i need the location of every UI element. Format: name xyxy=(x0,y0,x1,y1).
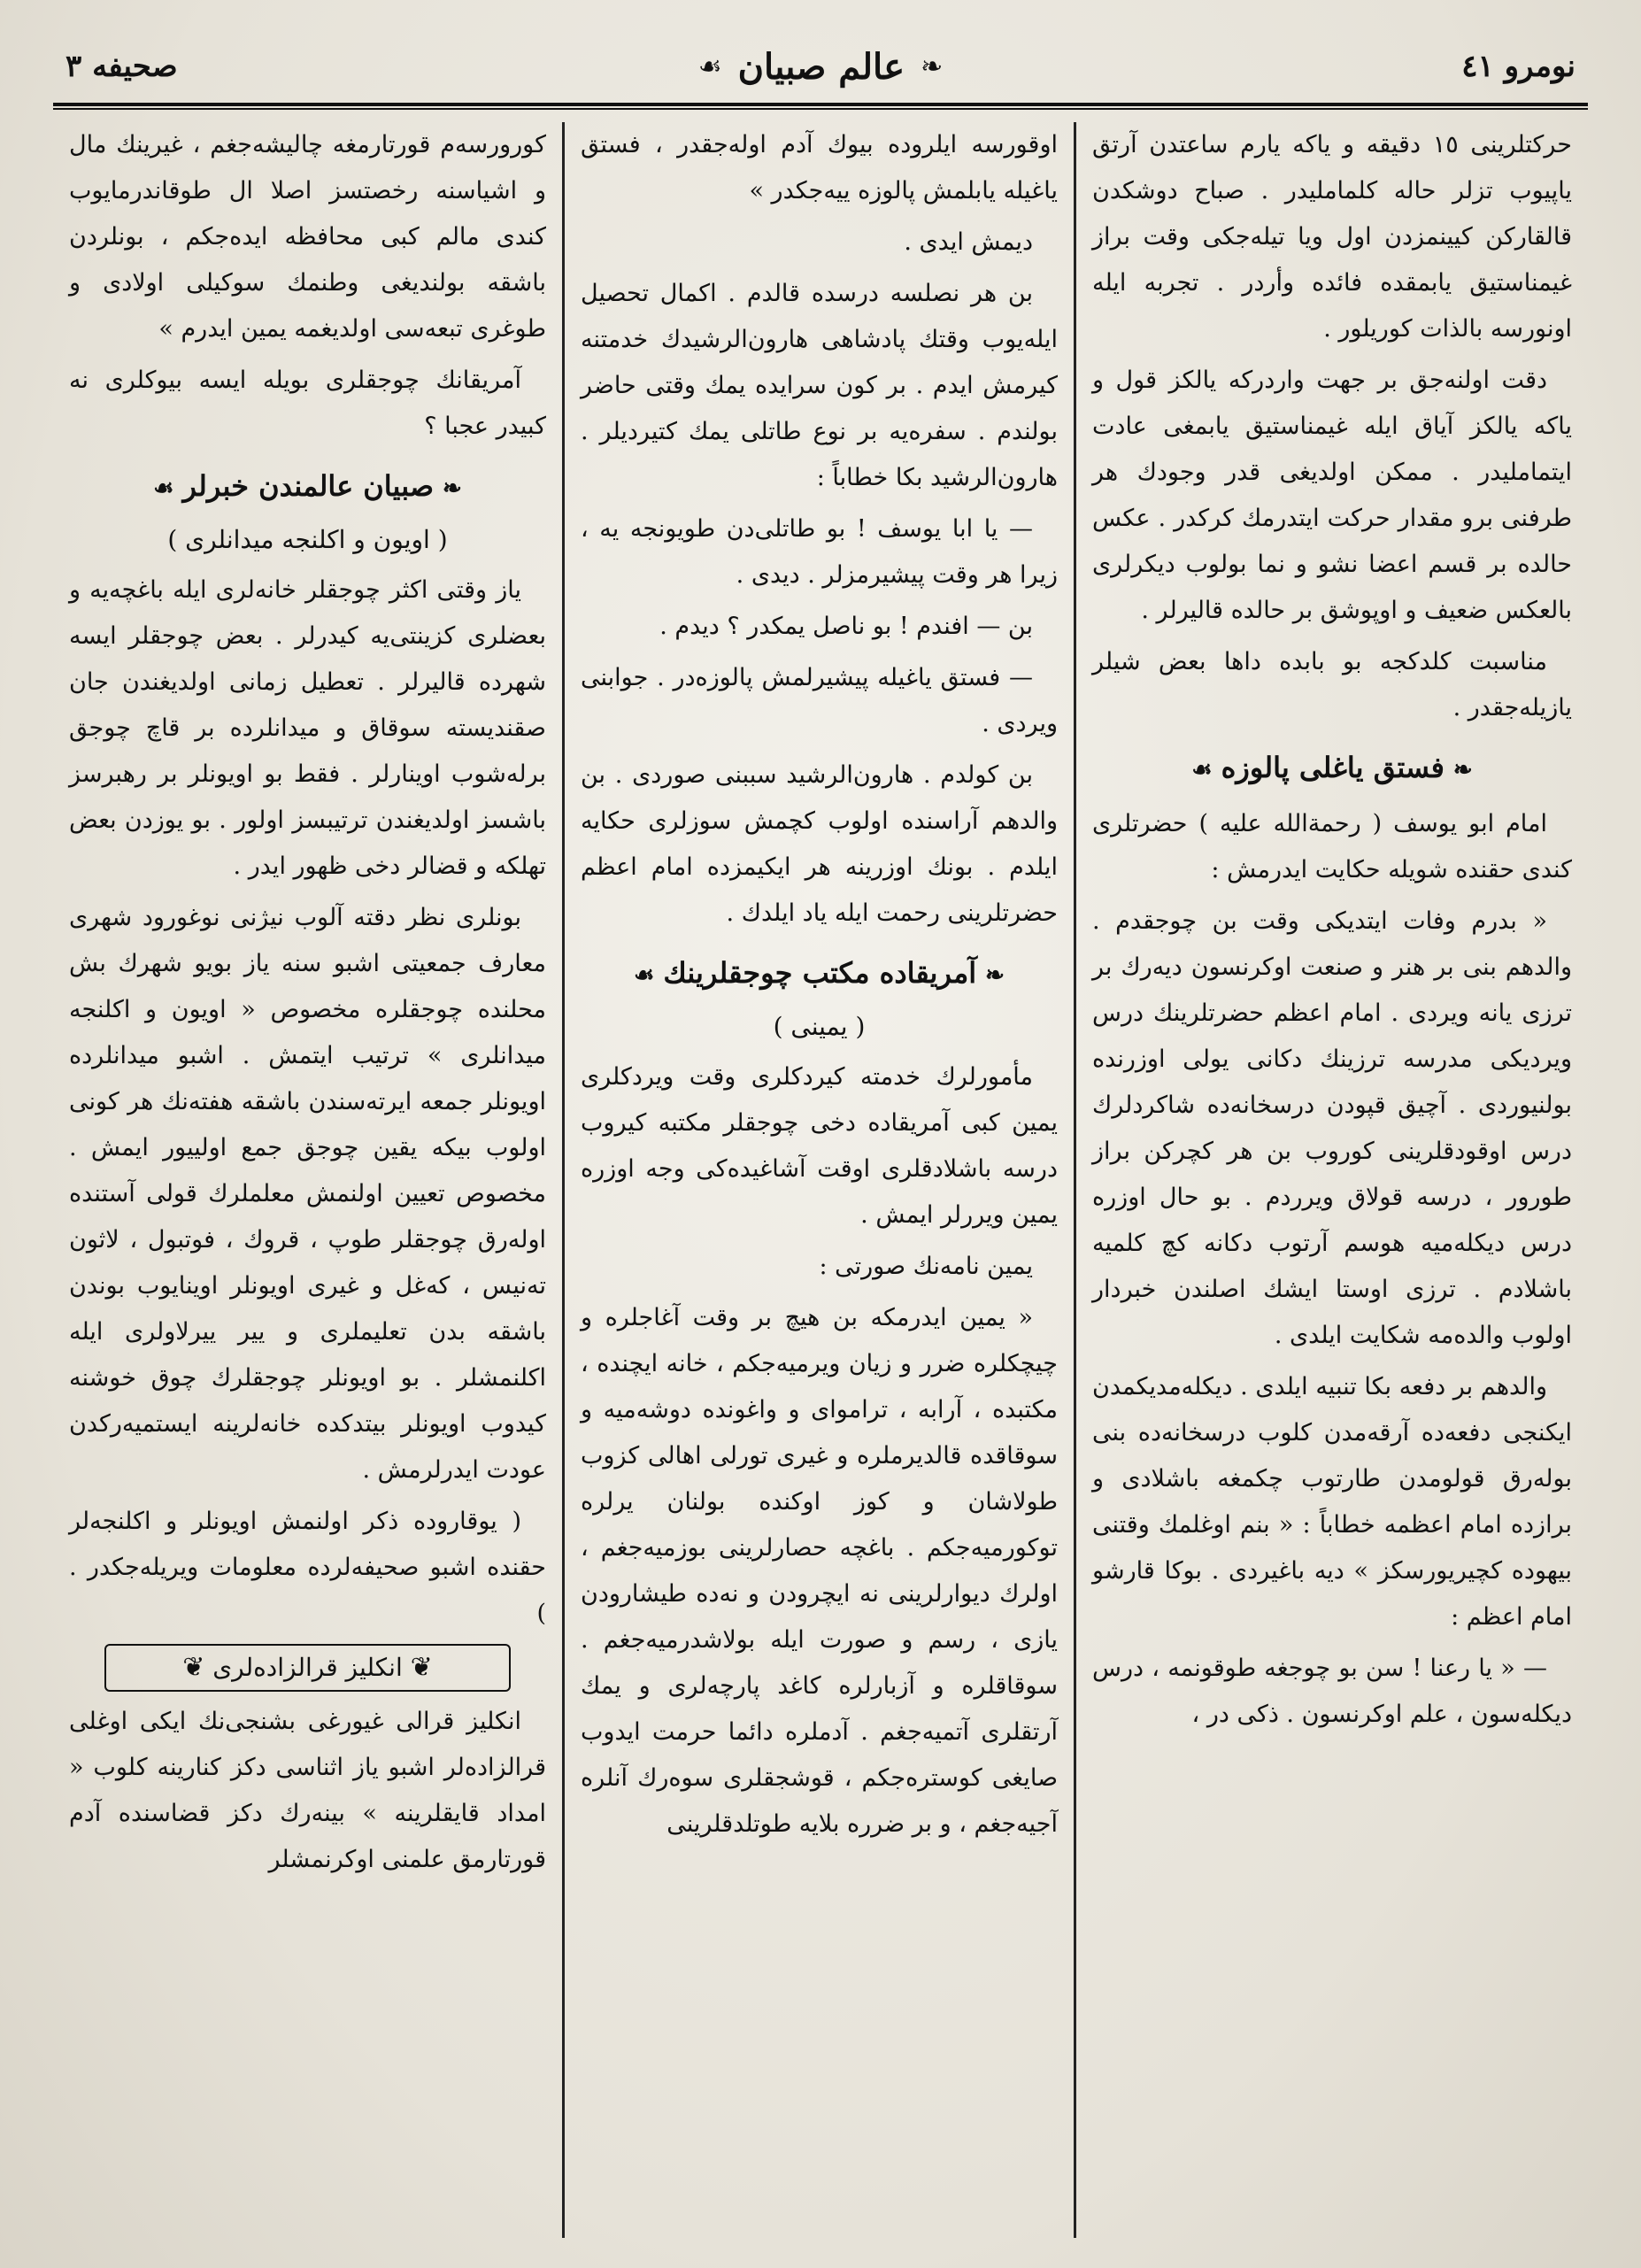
story-paragraph: بن هر نصلسه درسده قالدم . اكمال تحصيل ايله‌يوب وقتك پادشاهی هارون‌الرشيدك خدمتنه كيرمش ايدم . بر كون سرايده يمك وقتی حاضر بولندم . سفره‌يه بر نوع طاتلی يمك كتيرديلر . هارون‌الرشيد بكا خطاباً : xyxy=(581,280,1058,491)
ornament-icon: ☙ xyxy=(153,475,174,502)
story-paragraph: امام ابو يوسف ( رحمةالله عليه ) حضرتلری كندی حقنده شويله حكايت ايدرمش : xyxy=(1092,810,1572,883)
news-heading xyxy=(69,462,546,513)
masthead xyxy=(53,35,1588,97)
masthead-rule xyxy=(53,103,1588,106)
story-paragraph: اوقورسه ايلروده بيوك آدم اوله‌جقدر ، فستق ياغيله يابلمش پالوزه ييه‌جكدر » xyxy=(581,131,1058,204)
article-paragraph: مأمورلرك خدمته كيردكلری وقت ويردكلری يمين كبی آمريقاده دخی چوجقلر مكتبه كيروب درسه باشلادقلری اوقت آشاغيده‌كی وجه اوزره يمين ويررلر ايمش . xyxy=(581,1063,1058,1229)
newspaper-title: عالم صبيان xyxy=(737,45,905,88)
ornament-icon: ☙ xyxy=(634,962,655,989)
masthead-rule-thin xyxy=(53,108,1588,110)
news-subtitle: ( اويون و اكلنجه ميدانلری ) xyxy=(167,525,448,554)
article-paragraph: آمريقانك چوجقلری بويله ايسه بيوكلری نه كبيدر عجبا ؟ xyxy=(69,366,546,440)
story-paragraph: بن — افندم ! بو ناصل يمكدر ؟ ديدم . xyxy=(659,613,1033,640)
page-number: صحيفه ٣ xyxy=(65,49,178,84)
article-paragraph: مناسبت كلدكجه بو بابده داها بعض شيلر يازيله‌جقدر . xyxy=(1092,648,1572,721)
column-left xyxy=(53,122,565,2238)
ornament-icon: ❧ xyxy=(921,50,944,82)
article-paragraph: « يمين ايدرمكه بن هيچ بر وقت آغاجلره و چيچكلره ضرر و زيان ويرميه‌جكم ، خانه ايچنده ، مكتبده ، آرابه ، ترامواى و واغونده دوشه‌ميه و سوقاقده قالديرملره و غيری تورلی اهالی كزوب طولاشان و كوز اوكنده بولنان يرلره توكورميه‌جكم . باغچه حصارلرينی بوزميه‌جغم ، اولرك ديوارلرينی نه ايچرودن و نه‌ده طيشارودن يازی ، رسم و صورت ايله بولاشدرميه‌جغم . سوقاقلره و آزبارلره كاغد پارچه‌لری و يمك آرتقلری آتميه‌جغم . آدملره دائما حرمت ايدوب صايغی كوستره‌جكم ، قوشجقلری سوه‌رك آنلره آجيه‌جغم ، و بر ضرره بلايه طوتلدقلرينی xyxy=(581,1304,1058,1838)
school-title: آمريقاده مكتب چوجقلرينك xyxy=(663,956,977,990)
school-heading xyxy=(581,949,1058,999)
story-paragraph: « بدرم وفات ايتديكی وقت بن چوجقدم . والدهم بنی بر هنر و صنعت اوكرنسون ديه‌رك بر ترزی يانه ويردی . امام اعظم حضرتلرينك درس ويرديكی مدرسه ترزينك دكانی يولی اوزرنده بولنيوردی . آچيق قپودن درسخانه‌ده شاكردلرك درس اوقودقلرينی كوروب بن هر كچركن براز طورور ، درسه قولاق ويرردم . بو حال اوزره درس ديكله‌ميه هوسم آرتوب دكانه كچ كلميه باشلادم . ترزی اوستا ايشك اصلندن خبردار اولوب والده‌مه شكايت ايلدی . xyxy=(1092,907,1572,1349)
column-right xyxy=(1076,122,1588,2238)
story-paragraph: — فستق ياغيله پيشيرلمش پالوزه‌در . جوابنی ويردی . xyxy=(581,664,1058,737)
article-paragraph: انكليز قرالی غيورغی بشنجی‌نك ايكی اوغلی قرالزاده‌لر اشبو ياز اثناسی دكز كنارينه كلوب « امداد قايقلرينه » بينه‌رك دكز قضاسنده آدم قورتارمق علمنی اوكرنمشلر xyxy=(69,1708,546,1873)
story-paragraph: والدهم بر دفعه بكا تنبيه ايلدی . ديكله‌مديكمدن ايكنجی دفعه‌ده آرقه‌مدن كلوب درسخانه‌ده بنی بوله‌رق قولومدن طارتوب چكمغه باشلادی و برازده امام اعظمه خطاباً : « بنم اوغلمك وقتنی بيهوده كچيريورسكز » ديه باغيردی . بوكا قارشو امام اعظم : xyxy=(1092,1373,1572,1631)
ornament-icon: ❦ xyxy=(410,1652,433,1683)
ornament-icon: ☙ xyxy=(1191,757,1213,783)
columns xyxy=(53,122,1588,2238)
column-middle xyxy=(565,122,1076,2238)
story-paragraph: — « يا رعنا ! سن بو چوجغه طوقونمه ، درس ديكله‌سون ، علم اوكرنسون . ذكی در ، xyxy=(1092,1655,1572,1728)
princes-heading xyxy=(104,1644,511,1692)
article-paragraph: ياز وقتی اكثر چوجقلر خانه‌لری ايله باغچه‌يه و بعضلری كزينتی‌يه كيدرلر . بعض چوجقلر ايسه شهرده قاليرلر . تعطيل زمانی اولديغندن جان صقنديسته سوقاق و ميدانلرده بر قاچ چوجق برله‌شوب اوينارلر . فقط بو اويونلر بر رهبرسز باشسز اولديغندن ترتيبسز اولور . بو يوزدن بعض تهلكه و قضالر دخی ظهور ايدر . xyxy=(69,576,546,880)
story-heading xyxy=(1092,744,1572,794)
school-subtitle: ( يمينی ) xyxy=(773,1012,866,1041)
story-paragraph: ديمش ايدی . xyxy=(904,228,1033,256)
article-paragraph: ( يوقاروده ذكر اولنمش اويونلر و اكلنجه‌لر حقنده اشبو صحيفه‌لرده معلومات ويريله‌جكدر . ) xyxy=(69,1508,546,1627)
story-title: فستق ياغلی پالوزه xyxy=(1221,751,1445,784)
princes-title: انكليز قرالزاده‌لری xyxy=(212,1653,403,1682)
ornament-icon: ☙ xyxy=(697,50,722,82)
article-paragraph: حركتلرينی ١٥ دقيقه و ياكه يارم ساعتدن آرتق ياپيوب تزلر حاله كلمامليدر . صباح دوشكدن قالقاركن كيينمزدن اول ويا تيله‌جكی وقت براز غيمناستيق يابمقده فائده وأردر . تجربه ايله اونورسه بالذات كوريلور . xyxy=(1092,131,1572,343)
story-paragraph: — يا ابا يوسف ! بو طاتلی‌دن طويونجه يه ، زيرا هر وقت پيشيرمزلر . ديدی . xyxy=(581,515,1058,589)
ornament-icon: ❦ xyxy=(182,1652,205,1683)
masthead-title-block xyxy=(698,46,944,88)
article-paragraph: يمين نامه‌نك صورتی : xyxy=(819,1253,1033,1280)
ornament-icon: ❧ xyxy=(443,475,462,502)
ornament-icon: ❧ xyxy=(985,962,1005,989)
article-paragraph: دقت اولنه‌جق بر جهت واردركه يالكز قول و ياكه يالكز آياق ايله غيمناستيق يابمغی عادت ايتماملیدر . ممكن اولديغی قدر وجودك هر طرفنی برو مقدار حركت ايتدرمك كركدر . عكس حالده بر قسم اعضا نشو و نما بولوب ديكرلری بالعكس ضعيف و اوپوشق بر حالده قاليرلر . xyxy=(1092,366,1572,624)
article-paragraph: بونلری نظر دقته آلوب نيژنی نوغورود شهری معارف جمعيتی اشبو سنه ياز بويو شهرك بش محلنده چوجقلره مخصوص « اويون و اكلنجه ميدانلری » ترتيب ايتمش . اشبو ميدانلرده اويونلر جمعه ايرته‌سندن باشقه هفته‌نك هر كونی اولوب بيكه يقين چوجق جمع اولييور ايمش . مخصوص تعيين اولنمش معلملرك قولی آستنده اوله‌رق چوجقلر طوپ ، قروك ، فوتبول ، لاثون تەنيس ، كه‌غل و غيری اويونلر اوينايوب بوندن باشقه بدن تعليملری و يير ييرلاولری ايله اكلنمشلر . بو اويونلر چوجقلرك چوق خوشنه كيدوب اويونلر بيتدكده خانه‌لرينه ايستميه‌ركدن عودت ايدرلرمش . xyxy=(69,904,546,1484)
story-paragraph: بن كولدم . هارون‌الرشيد سببنی صوردی . بن والدهم آراسنده اولوب كچمش سوزلری حكايه ايلدم . بونك اوزرينه هر ايكيمزده امام اعظم حضرتلرينی رحمت ايله ياد ايلدك . xyxy=(581,761,1058,927)
ornament-icon: ❧ xyxy=(1452,757,1473,783)
issue-number: نومرو ٤١ xyxy=(1461,49,1576,84)
news-title: صبيان عالمندن خبرلر xyxy=(182,469,435,503)
article-paragraph: كورورسه‌م قورتارمغه چاليشه‌جغم ، غيرينك مال و اشياسنه رخصتسز اصلا ال طوقاندرمايوب كندی مالم كبی محافظه ايده‌جكم ، بونلردن باشقه بولنديغی وطنمك سوكيلی اولادی و طوغری تبعه‌سی اولديغمه يمين ايدرم » xyxy=(69,131,546,343)
